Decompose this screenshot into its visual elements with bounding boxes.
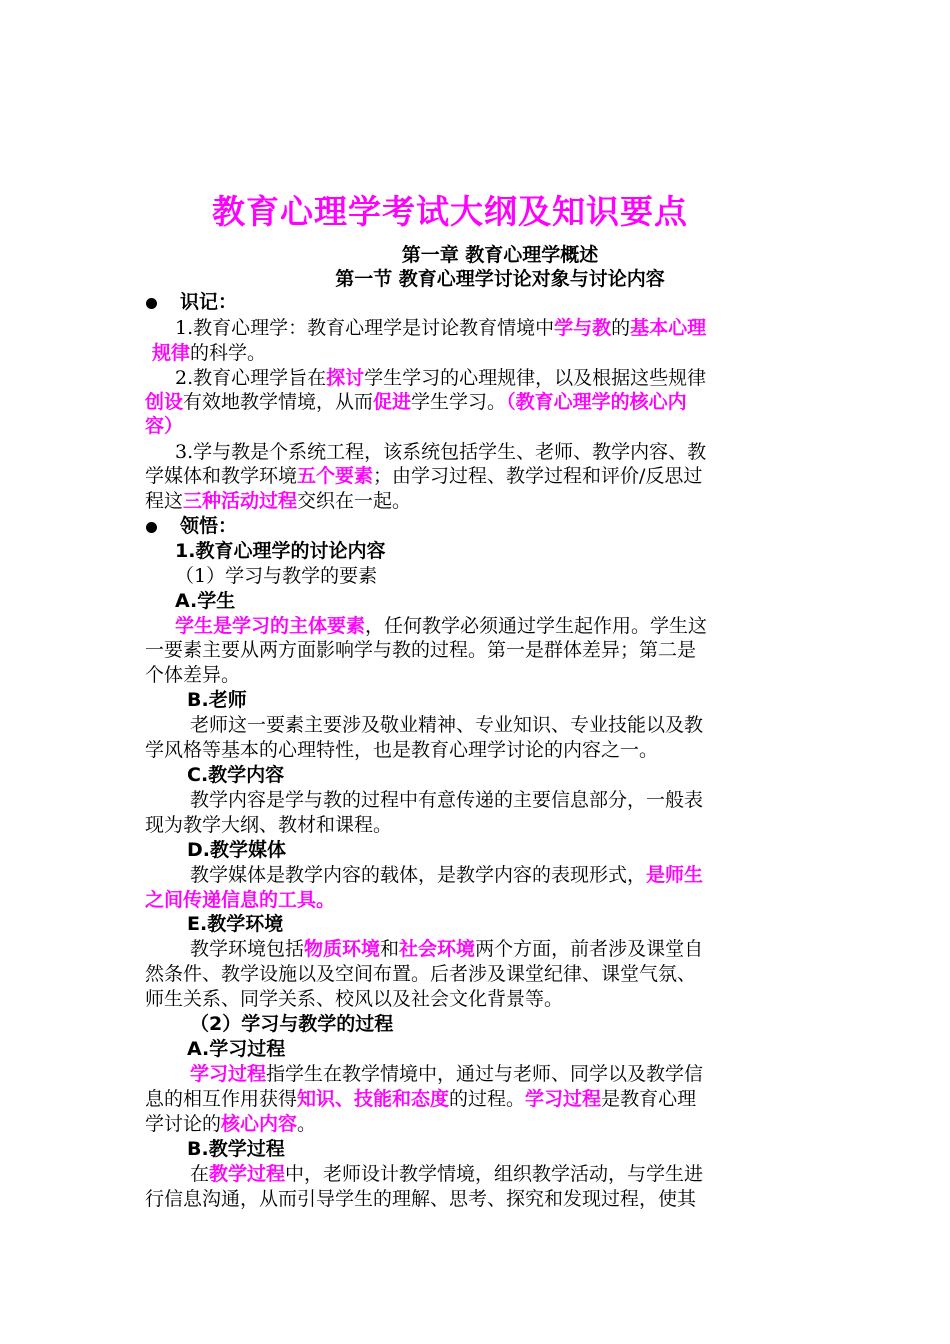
media-line-2: 之间传递信息的工具。 — [145, 889, 336, 911]
learning-line-2: 息的相互作用获得知识、技能和态度的过程。学习过程是教育心理 — [145, 1088, 697, 1110]
understand-heading: 领悟： — [180, 515, 238, 537]
paragraph-3-line-3: 程这三种活动过程交织在一起。 — [145, 490, 412, 512]
bullet-dot-icon — [146, 522, 157, 533]
heading-elements: （1）学习与教学的要素 — [175, 565, 378, 587]
heading-teaching-process: B.教学过程 — [187, 1138, 285, 1160]
teacher-line-2: 学风格等基本的心理特性，也是教育心理学讨论的内容之一。 — [145, 739, 659, 761]
learning-line-3: 学讨论的核心内容。 — [145, 1113, 317, 1135]
chapter-heading: 第一章 教育心理学概述 — [401, 244, 599, 266]
heading-teaching-content: C.教学内容 — [187, 764, 285, 786]
student-line-3: 个体差异。 — [145, 664, 241, 686]
paragraph-3-line-1: 3.学与教是个系统工程，该系统包括学生、老师、教学内容、教 — [175, 441, 707, 463]
teaching-line-1: 在教学过程中，老师设计教学情境，组织教学活动，与学生进 — [190, 1163, 704, 1185]
heading-processes: （2）学习与教学的过程 — [190, 1013, 394, 1035]
paragraph-1-line-2: 规律的科学。 — [152, 342, 267, 364]
teacher-line-1: 老师这一要素主要涉及敬业精神、专业知识、专业技能以及教 — [190, 714, 704, 736]
heading-environment: E.教学环境 — [187, 913, 284, 935]
recall-heading: 识记： — [180, 291, 238, 313]
environment-line-3: 师生关系、同学关系、校风以及社会文化背景等。 — [145, 988, 564, 1010]
document-title: 教育心理学考试大纲及知识要点 — [212, 192, 688, 231]
teaching-line-2: 行信息沟通，从而引导学生的理解、思考、探究和发现过程，使其 — [145, 1188, 697, 1210]
paragraph-1-line-1: 1.教育心理学：教育心理学是讨论教育情境中学与教的基本心理 — [175, 317, 707, 339]
heading-teacher: B.老师 — [187, 689, 247, 711]
paragraph-2-line-1: 2.教育心理学旨在探讨学生学习的心理规律，以及根据这些规律 — [175, 367, 707, 389]
student-line-2: 一要素主要从两方面影响学与教的过程。第一是群体差异；第二是 — [145, 639, 697, 661]
student-line-1: 学生是学习的主体要素，任何教学必须通过学生起作用。学生这 — [175, 615, 708, 637]
heading-research-content: 1.教育心理学的讨论内容 — [175, 540, 386, 562]
heading-learning-process: A.学习过程 — [187, 1038, 286, 1060]
content-line-1: 教学内容是学与教的过程中有意传递的主要信息部分，一般表 — [190, 789, 704, 811]
paragraph-2-line-2: 创设有效地教学情境，从而促进学生学习。（教育心理学的核心内 — [145, 391, 687, 413]
paragraph-2-line-3: 容） — [145, 415, 184, 437]
content-line-2: 现为教学大纲、教材和课程。 — [145, 814, 393, 836]
section-heading: 第一节 教育心理学讨论对象与讨论内容 — [335, 268, 665, 290]
paragraph-3-line-2: 学媒体和教学环境五个要素；由学习过程、教学过程和评价/反思过 — [145, 465, 703, 487]
environment-line-2: 然条件、教学设施以及空间布置。后者涉及课堂纪律、课堂气氛、 — [145, 963, 697, 985]
media-line-1: 教学媒体是教学内容的载体，是教学内容的表现形式，是师生 — [190, 864, 704, 886]
environment-line-1: 教学环境包括物质环境和社会环境两个方面，前者涉及课堂自 — [190, 938, 704, 960]
learning-line-1: 学习过程指学生在教学情境中，通过与老师、同学以及教学信 — [190, 1063, 704, 1085]
heading-media: D.教学媒体 — [187, 839, 286, 861]
heading-student: A.学生 — [175, 590, 236, 612]
bullet-dot-icon — [146, 298, 157, 309]
